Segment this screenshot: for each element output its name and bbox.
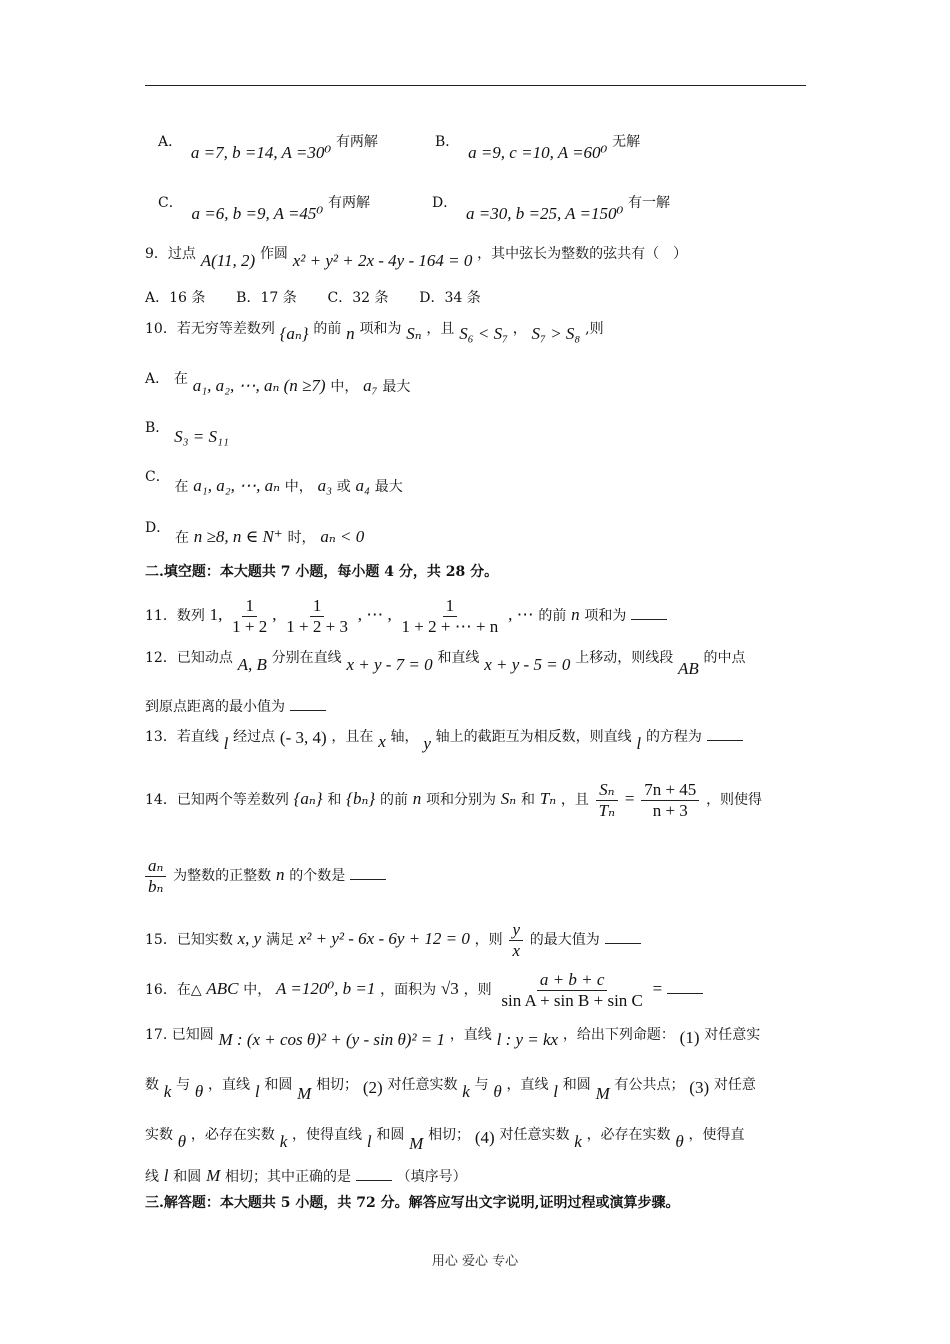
q16-answer-blank[interactable] — [667, 979, 703, 994]
q9-stem: 9．过点 A(11, 2) 作圆 x² + y² + 2x - 4y - 164 = 0 ，其中弦长为整数的弦共有（ ） — [145, 246, 688, 270]
q16-fraction: $\frac{a + b + c}{\text{sin A + sin B + sin C}}$ — [501, 970, 643, 1010]
q12-answer-blank[interactable] — [290, 696, 326, 711]
q9-option-c: C．32 条 — [327, 290, 389, 306]
q17-answer-blank[interactable] — [356, 1166, 392, 1181]
q9-option-d: D．34 条 — [419, 290, 481, 306]
q11-fraction-2: $\frac{1}{1 + 2 + 3}$ — [286, 596, 348, 636]
section-2-header: 二.填空题：本大题共 7 小题，每小题 4 分，共 28 分。 — [145, 564, 499, 580]
q10-option-a: A． 在 a₁, a₂, ⋯, aₙ (n ≥7) 中， a₇ 最大 — [145, 371, 411, 395]
q9-option-a: A．16 条 — [145, 290, 206, 306]
q9-option-b: B．17 条 — [236, 290, 297, 306]
q9-options — [145, 288, 481, 307]
q11-answer-blank[interactable] — [631, 605, 667, 620]
q10-option-b: B． S₃ = S₁₁ — [145, 420, 229, 446]
q8-option-d: D． a =30, b =25, A =150⁰ 有一解 — [432, 195, 671, 223]
q17-row1: 17. 已知圆 M : (x + cos θ)² + (y - sin θ)² = 1 ，直线 l : y = kx ，给出下列命题： (1) 对任意实 — [145, 1027, 761, 1049]
q15-fraction: $\frac{y}{x}$ — [509, 920, 523, 960]
q10-option-d: D． 在 n ≥8, n ∈ N⁺ 时， aₙ < 0 — [145, 520, 365, 546]
q14-ratio-fraction: $\frac{\text{Sₙ}}{\text{Tₙ}}$ — [596, 780, 618, 820]
q17-row4: 线 l 和圆 M 相切；其中正确的是 （填序号） — [145, 1166, 467, 1185]
q10-option-c: C． 在 a₁, a₂, ⋯, aₙ 中， a₃ 或 a₄ 最大 — [145, 469, 403, 495]
header-rule — [145, 85, 806, 86]
q15: 15．已知实数 x, y 满足 x² + y² - 6x - 6y + 12 = 0 ，则 $\frac{y}{x}$ 的最大值为 — [145, 920, 641, 960]
page-footer: 用心 爱心 专心 — [431, 1254, 519, 1269]
q13-answer-blank[interactable] — [707, 726, 743, 741]
q13: 13．若直线 l 经过点 (- 3, 4) ，且在 x 轴， y 轴上的截距互为相反数，则直线 l 的方程为 — [145, 726, 743, 746]
q15-answer-blank[interactable] — [605, 929, 641, 944]
q16: 16．在△ ABC 中， A =120⁰, b =1 ，面积为 √3 ，则 $\frac{a + b + c}{\text{sin A + sin B + sin C}}$ = — [145, 970, 703, 1010]
q10-stem: 10．若无穷等差数列 {aₙ} 的前 n 项和为 Sₙ ，且 S₆ < S₇ ， S₇ > S₈ ,则 — [145, 321, 604, 343]
q17-row3: 实数 θ ，必存在实数 k ，使得直线 l 和圆 M 相切； (4) 对任意实数 k ，必存在实数 θ ，使得直 — [145, 1127, 745, 1153]
q11: 11．数列 1, $\frac{1}{1 + 2}$ , $\frac{1}{1 + 2 + 3}$ , ⋯ , $\frac{1}{1 + 2 + \cdots + n}$ , ⋯ 的前 n 项和为 — [145, 596, 667, 636]
q8-option-c: C． a =6, b =9, A =45⁰ 有两解 — [158, 195, 371, 223]
q11-fraction-1: $\frac{1}{1 + 2}$ — [232, 596, 268, 636]
q8-option-b: B． a =9, c =10, A =60⁰ 无解 — [435, 134, 641, 162]
q8-option-a: A． a =7, b =14, A =30⁰ 有两解 — [158, 134, 378, 162]
q12-line1: 12．已知动点 A, B 分别在直线 x + y - 7 = 0 和直线 x + y - 5 = 0 上移动，则线段 AB 的中点 — [145, 650, 746, 678]
q14-line1: 14．已知两个等差数列 {aₙ} 和 {bₙ} 的前 n 项和分别为 Sₙ 和 Tₙ ，且 $\frac{\text{Sₙ}}{\text{Tₙ}}$ = $\frac{7n + 45}{n + 3}$ ，则使得 — [145, 780, 763, 820]
q14-answer-blank[interactable] — [350, 865, 386, 880]
q14-an-bn-fraction: $\frac{\text{aₙ}}{\text{bₙ}}$ — [145, 856, 166, 896]
q11-fraction-3: $\frac{1}{1 + 2 + \cdots + n}$ — [401, 596, 499, 636]
q17-row2: 数 k 与 θ ，直线 l 和圆 M 相切； (2) 对任意实数 k 与 θ ，直线 l 和圆 M 有公共点； (3) 对任意 — [145, 1077, 756, 1103]
q14-formula-fraction: $\frac{7n + 45}{n + 3}$ — [641, 780, 699, 820]
q14-line2: $\frac{\text{aₙ}}{\text{bₙ}}$ 为整数的正整数 n 的个数是 — [145, 856, 386, 896]
q12-line2: 到原点距离的最小值为 — [145, 696, 326, 716]
section-3-header: 三.解答题：本大题共 5 小题，共 72 分。解答应写出文字说明,证明过程或演算步骤。 — [145, 1195, 680, 1211]
